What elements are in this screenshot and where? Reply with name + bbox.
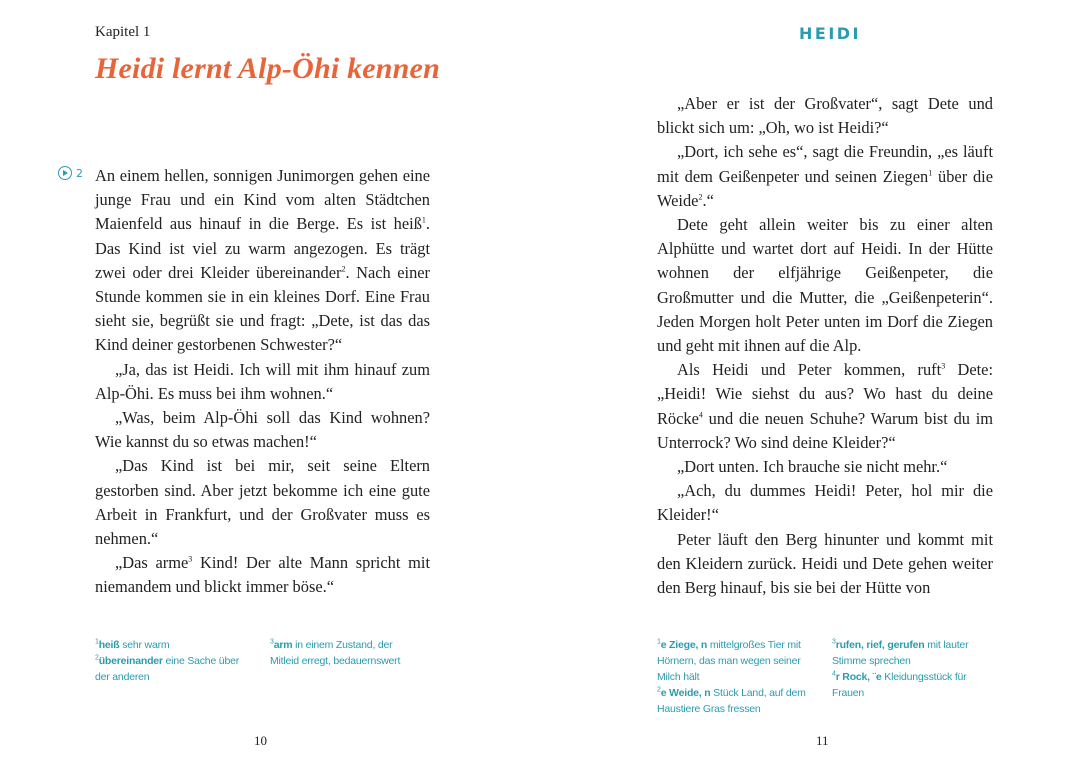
footnote-definition: mit lauter Stimme sprechen <box>832 639 969 667</box>
paragraph <box>657 92 993 140</box>
footnote-number: 4 <box>832 670 836 678</box>
right-body-text <box>657 92 993 600</box>
footnote-number: 1 <box>657 638 661 646</box>
text-run: . Das Kind ist viel zu warm angezogen. Es trägt zwei oder drei Kleider übereinander <box>95 214 430 282</box>
footnote-ref: 3 <box>188 554 193 564</box>
text-run: Als Heidi und Peter kommen, ruft <box>677 360 942 380</box>
text-run: . Nach einer Stunde kommen sie in ein kleines Dorf. Eine Frau sieht sie, begrüßt sie und fragt: „Dete, ist das das Kind deiner gestorbenen Schwester?“ <box>95 262 430 355</box>
paragraph <box>657 213 993 358</box>
text-run: Kind! Der alte Mann spricht mit niemandem und blickt immer böse.“ <box>95 553 430 597</box>
text-run: An einem hellen, sonnigen Junimorgen gehen eine junge Frau und ein Kind vom alten Städtchen Maienfeld aus hinauf in die Berge. Es ist heiß <box>95 166 430 234</box>
footnote <box>832 669 992 701</box>
text-run: „Was, beim Alp-Öhi soll das Kind wohnen? Wie kannst du so etwas machen!“ <box>95 408 430 452</box>
footnote <box>270 637 420 669</box>
text-run: „Ach, du dummes Heidi! Peter, hol mir die Kleider!“ <box>657 481 993 525</box>
footnote <box>657 637 817 685</box>
footnote-ref: 3 <box>941 361 946 371</box>
left-footnotes-col-1 <box>95 637 245 685</box>
text-run: Peter läuft den Berg hinunter und kommt mit den Kleidern zurück. Heidi und Dete gehen weiter den Berg hinauf, bis sie bei der Hütte von <box>657 529 993 598</box>
running-header: HEIDI <box>799 24 862 43</box>
footnote-term: arm <box>273 639 293 651</box>
text-run: .“ <box>702 190 714 210</box>
footnote <box>95 653 245 685</box>
footnote-term: e Weide, n <box>660 687 711 699</box>
footnote-definition: mittelgroßes Tier mit Hörnern, das man wegen seiner Milch hält <box>657 639 801 683</box>
footnote-definition: Stück Land, auf dem Haustiere Gras fressen <box>657 687 806 715</box>
paragraph <box>657 358 993 455</box>
chapter-title: Heidi lernt Alp-Öhi kennen <box>95 52 440 85</box>
paragraph <box>657 479 993 527</box>
chapter-label: Kapitel 1 <box>95 24 151 40</box>
footnote <box>832 637 992 669</box>
text-run: und die neuen Schuhe? Warum bist du im Unterrock? Wo sind deine Kleider?“ <box>657 408 993 452</box>
play-circle-icon <box>58 166 72 180</box>
footnote-definition: Kleidungsstück für Frauen <box>832 671 967 699</box>
footnote-ref: 4 <box>698 410 703 420</box>
footnote-number: 3 <box>270 638 274 646</box>
footnote-definition: in einem Zustand, der Mitleid erregt, bedauernswert <box>270 639 401 667</box>
paragraph <box>95 551 430 599</box>
left-footnotes-col-2 <box>270 637 420 669</box>
footnote-ref: 2 <box>698 192 703 202</box>
footnote-term: r Rock, ¨e <box>835 671 882 683</box>
footnote-term: rufen, rief, gerufen <box>835 639 925 651</box>
text-run: „Dort, ich sehe es“, sagt die Freundin, „es läuft mit dem Geißenpeter und seinen Ziegen <box>657 142 993 186</box>
footnote-ref: 1 <box>928 168 933 178</box>
paragraph <box>657 455 993 479</box>
paragraph <box>657 140 993 213</box>
text-run: „Dort unten. Ich brauche sie nicht mehr.“ <box>677 457 948 477</box>
footnote-number: 2 <box>657 686 661 694</box>
audio-track-button[interactable] <box>58 166 83 180</box>
right-footnotes-col-2 <box>832 637 992 701</box>
footnote-term: übereinander <box>98 655 163 667</box>
page-number: 11 <box>816 733 829 748</box>
text-run: „Das Kind ist bei mir, seit seine Eltern gestorben sind. Aber jetzt bekomme ich eine gute Arbeit in Frankfurt, und der Großvater muss es nehmen.“ <box>95 456 430 549</box>
footnote-number: 3 <box>832 638 836 646</box>
footnote-term: heiß <box>98 639 120 651</box>
footnote-definition: eine Sache über der anderen <box>95 655 240 683</box>
paragraph <box>95 164 430 358</box>
footnote <box>657 685 817 717</box>
page-number: 10 <box>254 733 267 748</box>
footnote-number: 2 <box>95 654 99 662</box>
paragraph <box>95 454 430 551</box>
right-page <box>546 0 1092 768</box>
right-footnotes-col-1 <box>657 637 817 717</box>
text-run: Dete geht allein weiter bis zu einer alten Alphütte und wartet dort auf Heidi. In der Hütte wohnen der elfjährige Geißenpeter, die Großmutter und die Mutter, die „Geißenpeterin“. Jeden Morgen holt Peter unten im Dorf die Ziegen und geht mit ihnen auf die Alp. <box>657 215 993 356</box>
paragraph <box>657 528 993 601</box>
footnote-ref: 1 <box>421 215 426 225</box>
text-run: über die Weide <box>657 166 993 210</box>
text-run: „Das arme <box>115 553 189 573</box>
footnote-term: e Ziege, n <box>660 639 708 651</box>
left-body-text <box>95 164 430 600</box>
audio-track-number: 2 <box>76 166 83 180</box>
footnote-number: 1 <box>95 638 99 646</box>
footnote-ref: 2 <box>341 264 346 274</box>
footnote <box>95 637 245 653</box>
paragraph <box>95 358 430 406</box>
text-run: Dete: „Heidi! Wie siehst du aus? Wo hast du deine Röcke <box>657 360 994 428</box>
text-run: „Ja, das ist Heidi. Ich will mit ihm hinauf zum Alp-Öhi. Es muss bei ihm wohnen.“ <box>95 359 430 403</box>
text-run: „Aber er ist der Großvater“, sagt Dete und blickt sich um: „Oh, wo ist Heidi?“ <box>657 94 993 138</box>
paragraph <box>95 406 430 454</box>
footnote-definition: sehr warm <box>122 639 170 651</box>
